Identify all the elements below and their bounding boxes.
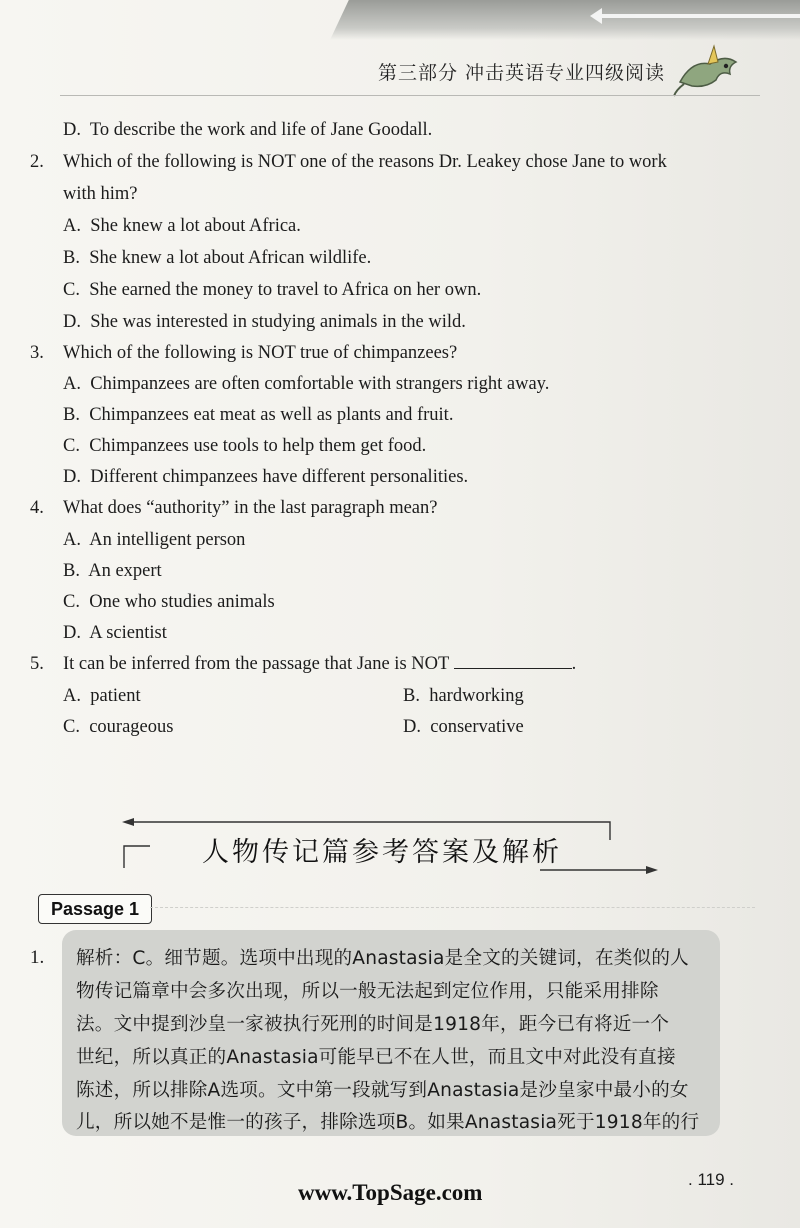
- q3-option-d: D. Different chimpanzees have different personalities.: [63, 467, 469, 487]
- answer-line-6: 儿，所以她不是惟一的孩子，排除选项B。如果Anastasia死于1918年的行: [76, 1112, 700, 1133]
- q4-option-c: C. One who studies animals: [63, 592, 275, 612]
- website-link[interactable]: www.TopSage.com: [298, 1180, 483, 1205]
- q5-option-a: A. patient: [63, 686, 141, 706]
- q4-stem: What does “authority” in the last paragraph mean?: [63, 498, 438, 518]
- q5-stem: It can be inferred from the passage that Jane is NOT .: [63, 654, 577, 674]
- dragon-mascot-icon: [672, 40, 742, 100]
- q4-option-b: B. An expert: [63, 561, 162, 581]
- answer-line-5: 陈述，所以排除A选项。文中第一段就写到Anastasia是沙皇家中最小的女: [76, 1080, 689, 1101]
- q4-option-d: D. A scientist: [63, 623, 167, 643]
- option-text: To describe the work and life of Jane Goodall.: [89, 120, 433, 140]
- answers-banner: [120, 818, 660, 878]
- q5-number: 5.: [30, 654, 44, 674]
- q2-stem-line-1: Which of the following is NOT one of the reasons Dr. Leakey chose Jane to work: [63, 152, 667, 172]
- q2-stem-line-2: with him?: [63, 184, 138, 204]
- q5-option-c: C. courageous: [63, 717, 174, 737]
- answers-banner-title: 人物传记篇参考答案及解析: [202, 837, 562, 868]
- option-letter: D.: [63, 120, 81, 140]
- answer-number: 1.: [30, 947, 45, 968]
- q1-option-d: [63, 120, 432, 141]
- q5-option-b: B. hardworking: [403, 686, 524, 706]
- header-rule: [60, 95, 760, 96]
- answer-line-3: 法。文中提到沙皇一家被执行死刑的时间是1918年，距今已有将近一个: [76, 1014, 670, 1035]
- q3-stem: Which of the following is NOT true of chimpanzees?: [63, 343, 458, 363]
- header-band: [330, 0, 800, 40]
- q3-number: 3.: [30, 343, 44, 363]
- header-arrow-icon: [600, 14, 800, 18]
- passage-divider: [150, 907, 755, 908]
- q2-option-d: D. She was interested in studying animals in the wild.: [63, 312, 466, 332]
- q4-number: 4.: [30, 498, 44, 518]
- q4-option-a: A. An intelligent person: [63, 530, 246, 550]
- q2-option-a: A. She knew a lot about Africa.: [63, 216, 301, 236]
- q3-option-b: B. Chimpanzees eat meat as well as plants and fruit.: [63, 405, 454, 425]
- answer-blank: [454, 654, 572, 669]
- answer-line-1: 解析：C。细节题。选项中出现的Anastasia是全文的关键词，在类似的人: [76, 948, 689, 969]
- q3-option-a: A. Chimpanzees are often comfortable with strangers right away.: [63, 374, 550, 394]
- q2-number: 2.: [30, 152, 44, 172]
- page-number: . 119 .: [688, 1170, 734, 1189]
- q5-option-d: D. conservative: [403, 717, 524, 737]
- section-title: 第三部分 冲击英语专业四级阅读: [378, 62, 666, 84]
- q3-option-c: C. Chimpanzees use tools to help them get food.: [63, 436, 427, 456]
- answer-line-4: 世纪，所以真正的Anastasia可能早已不在人世，而且文中对此没有直接: [76, 1047, 676, 1068]
- answer-line-2: 物传记篇章中会多次出现，所以一般无法起到定位作用，只能采用排除: [76, 981, 659, 1002]
- q2-option-b: B. She knew a lot about African wildlife.: [63, 248, 372, 268]
- q2-option-c: C. She earned the money to travel to Africa on her own.: [63, 280, 482, 300]
- passage-tag: Passage 1: [38, 894, 152, 924]
